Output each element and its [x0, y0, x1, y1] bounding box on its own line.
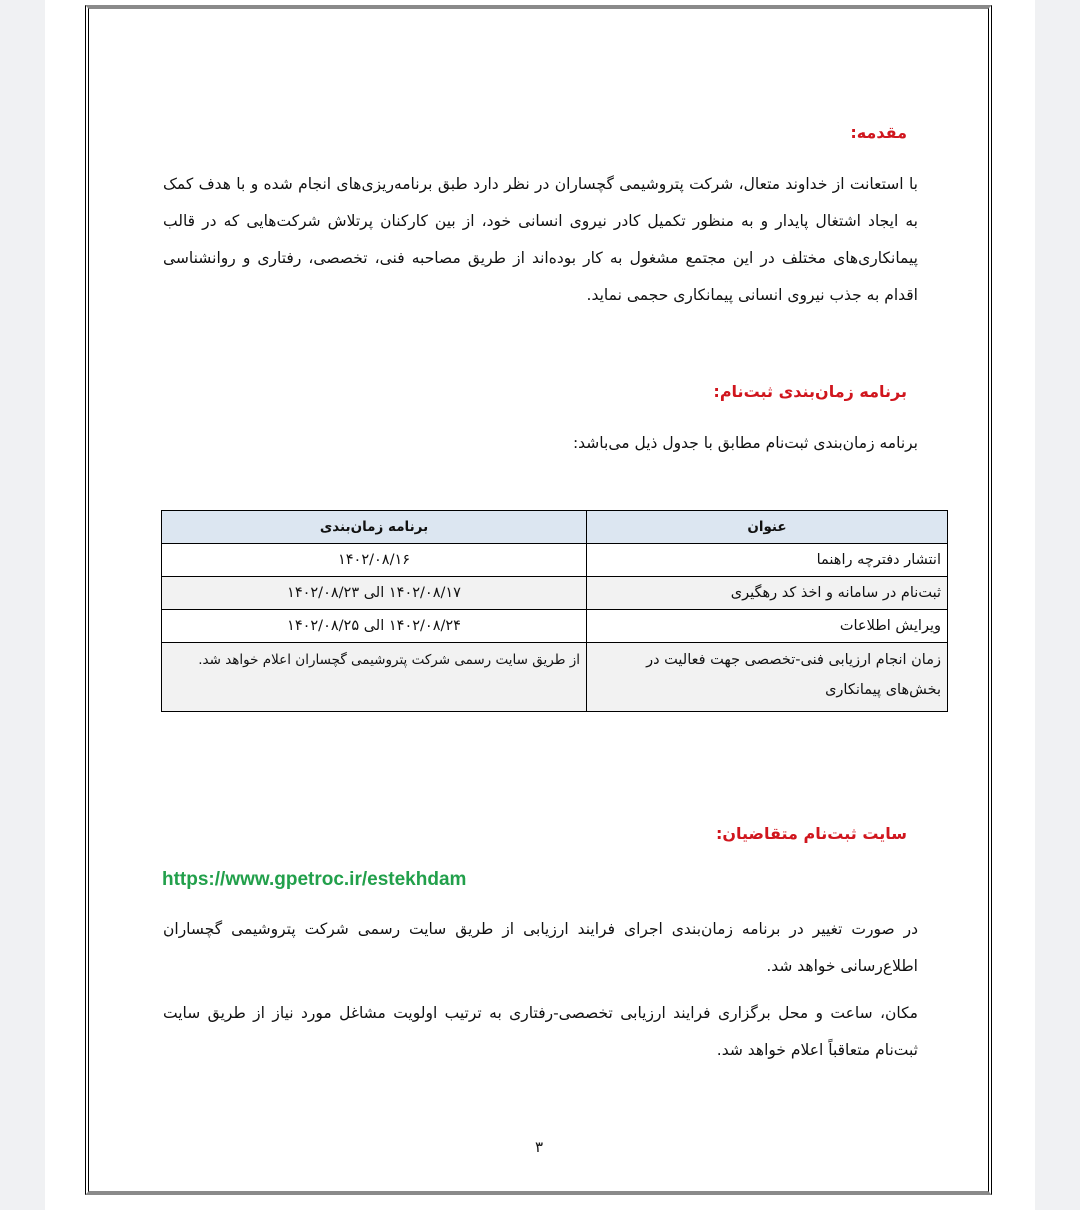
registration-link[interactable]: https://www.gpetroc.ir/estekhdam	[162, 869, 467, 890]
row-title: ویرایش اطلاعات	[587, 610, 948, 643]
document-page	[45, 0, 1035, 1210]
column-header-title: عنوان	[587, 511, 948, 544]
table-row	[162, 544, 948, 577]
row-schedule: از طریق سایت رسمی شرکت پتروشیمی گچساران اعلام خواهد شد.	[162, 643, 587, 712]
schedule-intro: برنامه زمان‌بندی ثبت‌نام مطابق با جدول ذیل می‌باشد:	[572, 434, 918, 452]
table-row	[162, 610, 948, 643]
row-schedule: ۱۴۰۲/۰۸/۲۴ الی ۱۴۰۲/۰۸/۲۵	[162, 610, 587, 643]
change-notice-paragraph: در صورت تغییر در برنامه زمان‌بندی اجرای فرایند ارزیابی از طریق سایت رسمی شرکت پتروشیمی گچساران اطلاع‌رسانی خواهد شد.	[163, 920, 918, 975]
schedule-heading: برنامه زمان‌بندی ثبت‌نام:	[713, 382, 907, 401]
row-schedule: ۱۴۰۲/۰۸/۱۷ الی ۱۴۰۲/۰۸/۲۳	[162, 577, 587, 610]
row-schedule: ۱۴۰۲/۰۸/۱۶	[162, 544, 587, 577]
schedule-table	[161, 510, 948, 712]
intro-paragraph: با استعانت از خداوند متعال، شرکت پتروشیمی گچساران در نظر دارد طبق برنامه‌ریزی‌های انجام شده و با هدف کمک به ایجاد اشتغال پایدار و به منظور تکمیل کادر نیروی انسانی خود، از بین کارکنان پرتلاش شرکت‌هایی که در قالب پیمانکاری‌های مختلف در این مجتمع مشغول به کار بوده‌اند از طریق مصاحبه فنی، تخصصی، رفتاری و روانشناسی اقدام به جذب نیروی انسانی پیمانکاری حجمی نماید.	[163, 175, 918, 304]
site-heading: سایت ثبت‌نام متقاضیان:	[715, 824, 907, 843]
table-row	[162, 577, 948, 610]
column-header-schedule: برنامه زمان‌بندی	[162, 511, 587, 544]
row-title: انتشار دفترچه راهنما	[587, 544, 948, 577]
location-notice-paragraph: مکان، ساعت و محل برگزاری فرایند ارزیابی تخصصی-رفتاری به ترتیب اولویت مشاغل مورد نیاز از طریق سایت ثبت‌نام متعاقباً اعلام خواهد شد.	[163, 1004, 918, 1059]
row-title: زمان انجام ارزیابی فنی-تخصصی جهت فعالیت در بخش‌های پیمانکاری	[587, 643, 948, 712]
table-header-row	[162, 511, 948, 544]
intro-heading: مقدمه:	[850, 123, 907, 142]
row-title: ثبت‌نام در سامانه و اخذ کد رهگیری	[587, 577, 948, 610]
table-row	[162, 643, 948, 712]
page-number: ۳	[535, 1138, 544, 1156]
